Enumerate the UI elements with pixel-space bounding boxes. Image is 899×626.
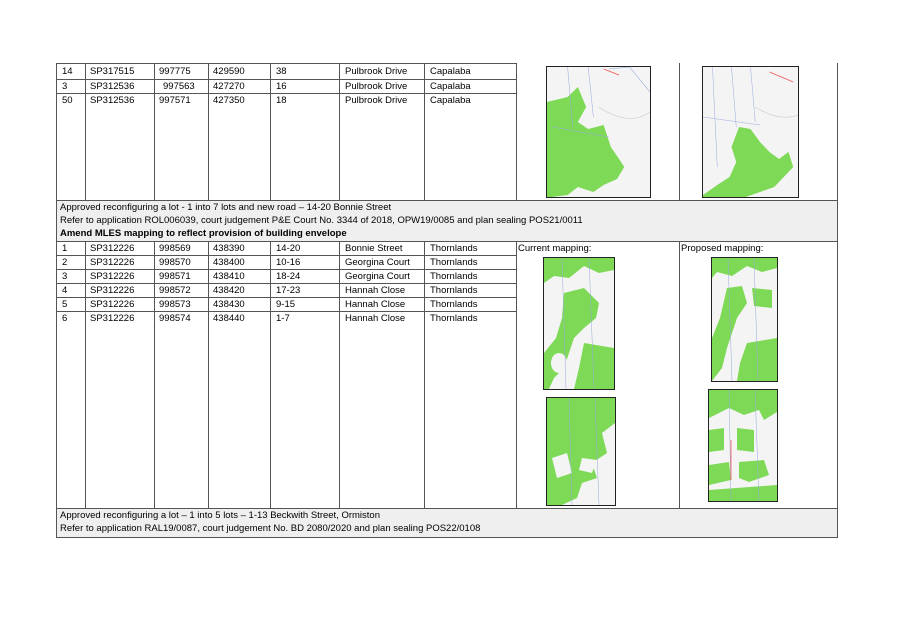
suburb: Capalaba [430,81,471,92]
street-name: Pulbrook Drive [345,81,408,92]
street-number: 38 [276,66,287,77]
assessment-number: 438420 [213,285,245,296]
street-name: Pulbrook Drive [345,66,408,77]
suburb: Thornlands [430,313,478,324]
suburb: Thornlands [430,299,478,310]
property-number: 997775 [159,66,191,77]
street-number: 10-16 [276,257,301,268]
row-number: 6 [62,313,68,324]
assessment-number: 438410 [213,271,245,282]
proposed-map-image-1 [702,66,799,198]
street-name: Bonnie Street [345,243,403,254]
proposed-map-image-3 [708,389,778,502]
suburb: Thornlands [430,257,478,268]
reconfiguration-note: Approved reconfiguring a lot - 1 into 7 lots and new road – 14-20 Bonnie Street [60,202,392,213]
assessment-number: 438440 [213,313,245,324]
suburb: Capalaba [430,66,471,77]
current-map-image-2 [543,257,615,390]
property-number: 997563 [163,81,195,92]
plan-number: SP312536 [90,81,135,92]
row-number: 5 [62,299,68,310]
property-number: 997571 [159,95,191,106]
reference-note: Refer to application ROL006039, court judgement P&E Court No. 3344 of 2018, OPW19/0085 and plan sealing POS21/0011 [60,215,583,226]
property-number: 998573 [159,299,191,310]
street-name: Hannah Close [345,285,406,296]
row-number: 4 [62,285,68,296]
plan-number: SP312226 [90,257,135,268]
row-number: 2 [62,257,68,268]
assessment-number: 427350 [213,95,245,106]
plan-number: SP312226 [90,271,135,282]
street-name: Hannah Close [345,299,406,310]
current-mapping-label: Current mapping: [518,243,592,254]
assessment-number: 438390 [213,243,245,254]
street-number: 18-24 [276,271,301,282]
assessment-number: 429590 [213,66,245,77]
street-name: Pulbrook Drive [345,95,408,106]
street-number: 17-23 [276,285,301,296]
suburb: Thornlands [430,243,478,254]
proposed-mapping-label: Proposed mapping: [681,243,764,254]
row-number: 50 [62,95,73,106]
street-number: 14-20 [276,243,301,254]
current-map-image-3 [546,397,616,506]
street-name: Georgina Court [345,271,410,282]
reconfiguration-note: Approved reconfiguring a lot – 1 into 5 lots – 1-13 Beckwith Street, Ormiston [60,510,380,521]
assessment-number: 438400 [213,257,245,268]
property-number: 998569 [159,243,191,254]
property-number: 998571 [159,271,191,282]
street-number: 18 [276,95,287,106]
assessment-number: 438430 [213,299,245,310]
plan-number: SP312226 [90,243,135,254]
plan-number: SP312226 [90,299,135,310]
assessment-number: 427270 [213,81,245,92]
row-number: 3 [62,271,68,282]
street-number: 9-15 [276,299,296,310]
suburb: Thornlands [430,285,478,296]
property-number: 998570 [159,257,191,268]
street-name: Hannah Close [345,313,406,324]
suburb: Capalaba [430,95,471,106]
row-number: 14 [62,66,73,77]
plan-number: SP312226 [90,285,135,296]
proposed-map-image-2 [711,257,778,382]
section-heading: Amend MLES mapping to reflect provision of building envelope [60,228,347,239]
plan-number: SP312536 [90,95,135,106]
property-number: 998572 [159,285,191,296]
current-map-image-1 [546,66,651,198]
street-number: 1-7 [276,313,290,324]
reference-note: Refer to application RAL19/0087, court judgement No. BD 2080/2020 and plan sealing POS22/0108 [60,523,481,534]
street-name: Georgina Court [345,257,410,268]
suburb: Thornlands [430,271,478,282]
street-number: 16 [276,81,287,92]
plan-number: SP317515 [90,66,135,77]
property-number: 998574 [159,313,191,324]
row-number: 1 [62,243,68,254]
row-number: 3 [62,81,68,92]
plan-number: SP312226 [90,313,135,324]
